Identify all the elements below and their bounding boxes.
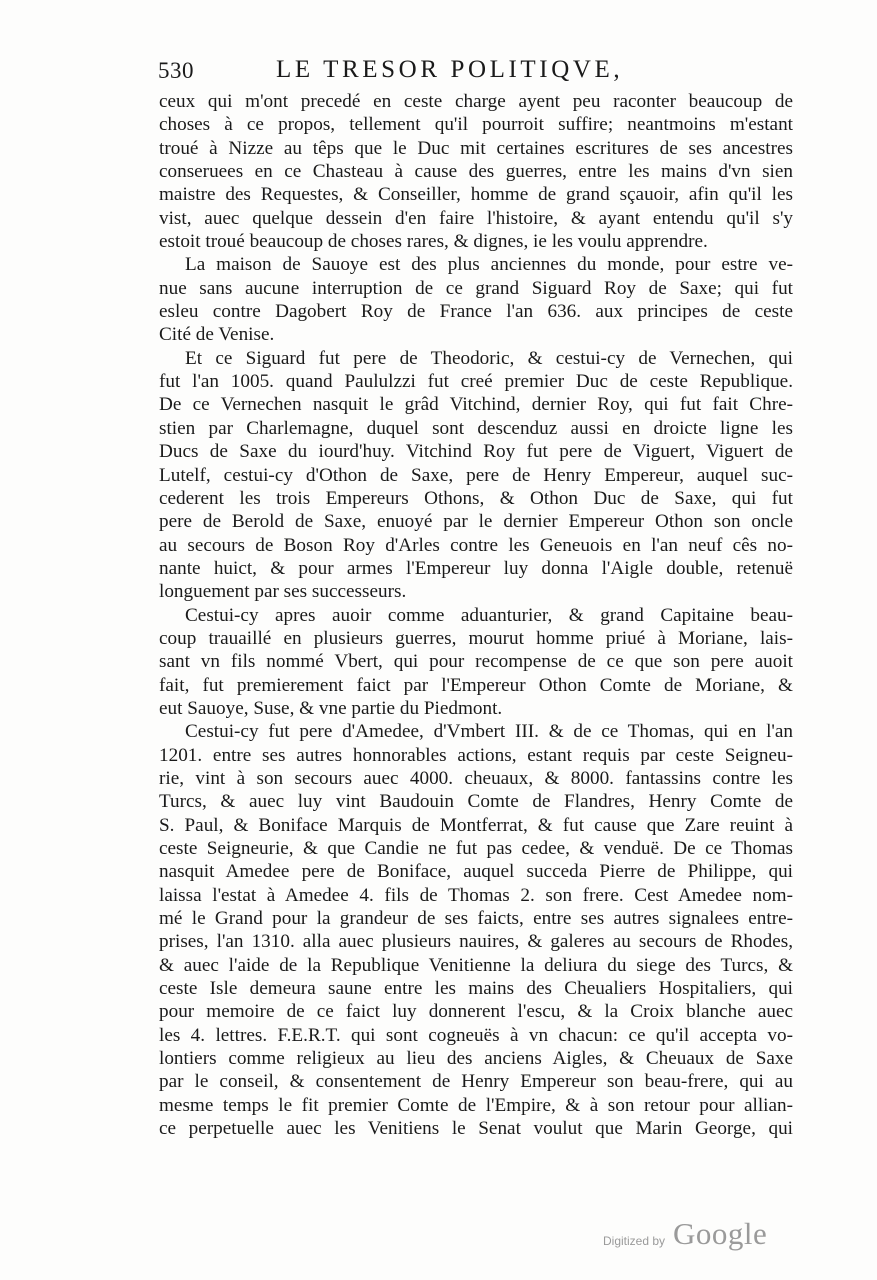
- text-line: ceste Seigneurie, & que Candie ne fut pas cedee, & venduë. De ce Thomas: [159, 838, 793, 859]
- text-line: & auec l'aide de la Republique Venitienne la deliura du siege des Turcs, &: [159, 954, 793, 976]
- text-line: au secours de Boson Roy d'Arles contre les Geneuois en l'an neuf cês no-: [159, 534, 793, 556]
- text-line: par le conseil, & consentement de Henry Empereur son beau-frere, qui au: [159, 1071, 793, 1093]
- text-line: Turcs, & auec luy vint Baudouin Comte de Flandres, Henry Comte de: [159, 791, 793, 813]
- text-line: pere de Berold de Saxe, enuoyé par le dernier Empereur Othon son oncle: [159, 511, 793, 533]
- page-header: [158, 56, 798, 90]
- text-line: prises, l'an 1310. alla auec plusieurs nauires, & galeres au secours de Rhodes,: [159, 931, 793, 953]
- text-line: pour memoire de ce faict luy donnerent l'escu, & la Croix blanche auec: [159, 1001, 793, 1023]
- text-line: conseruees en ce Chasteau à cause des guerres, entre les mains d'vn sien: [159, 161, 793, 183]
- text-line: longuement par ses successeurs.: [159, 581, 407, 603]
- text-line: ce perpetuelle auec les Venitiens le Senat voulut que Marin George, qui: [159, 1118, 793, 1140]
- text-line: maistre des Requestes, & Conseiller, homme de grand sçauoir, afin qu'il les: [159, 184, 793, 206]
- text-line: lontiers comme religieux au lieu des anciens Aigles, & Cheuaux de Saxe: [159, 1048, 793, 1070]
- text-line: ceux qui m'ont precedé en ceste charge ayent peu raconter beaucoup de: [159, 91, 793, 112]
- text-line: estoit troué beaucoup de choses rares, & dignes, ie les voulu apprendre.: [159, 231, 708, 253]
- text-line: nasquit Amedee pere de Boniface, auquel succeda Pierre de Philippe, qui: [159, 861, 793, 883]
- running-title: LE TRESOR POLITIQVE,: [276, 56, 624, 83]
- text-line: Et ce Siguard fut pere de Theodoric, & cestui-cy de Vernechen, qui: [185, 347, 793, 369]
- text-line: mesme temps le fit premier Comte de l'Empire, & à son retour pour allian-: [159, 1094, 793, 1116]
- text-line: De ce Vernechen nasquit le grâd Vitchind, dernier Roy, qui fut fait Chre-: [159, 394, 793, 416]
- text-line: La maison de Sauoye est des plus anciennes du monde, pour estre ve-: [185, 254, 793, 276]
- text-line: Cité de Venise.: [159, 324, 275, 346]
- text-line: les 4. lettres. F.E.R.T. qui sont cogneuës à vn chacun: ce qu'il accepta vo-: [159, 1024, 793, 1046]
- text-line: Lutelf, cestui-cy d'Othon de Saxe, pere de Henry Empereur, auquel suc-: [159, 464, 793, 486]
- text-line: esleu contre Dagobert Roy de France l'an 636. aux principes de ceste: [159, 301, 793, 323]
- text-line: eut Sauoye, Suse, & vne partie du Piedmont.: [159, 697, 503, 719]
- text-line: fut l'an 1005. quand Paululzzi fut creé premier Duc de ceste Republique.: [159, 371, 793, 393]
- watermark-prefix: Digitized by: [603, 1234, 666, 1248]
- text-line: mé le Grand pour la grandeur de ses faicts, entre ses autres signalees entre-: [159, 908, 793, 930]
- text-line: 1201. entre ses autres honnorables actions, estant requis par ceste Seigneu-: [159, 744, 793, 766]
- text-line: laissa l'estat à Amedee 4. fils de Thomas 2. son frere. Cest Amedee nom-: [159, 884, 793, 906]
- text-line: choses à ce propos, tellement qu'il pourroit suffire; neantmoins m'estant: [159, 114, 793, 136]
- text-line: troué à Nizze au têps que le Duc mit certaines escritures de ses ancestres: [159, 137, 793, 159]
- google-logo: Google: [673, 1216, 768, 1251]
- text-line: nante huict, & pour armes l'Empereur luy donna l'Aigle double, retenuë: [159, 557, 793, 579]
- text-line: rie, vint à son secours auec 4000. cheuaux, & 8000. fantassins contre les: [159, 767, 793, 789]
- text-line: sant vn fils nommé Vbert, qui pour recompense de ce que son pere auoit: [159, 651, 793, 673]
- text-line: Cestui-cy fut pere d'Amedee, d'Vmbert III. & de ce Thomas, qui en l'an: [185, 721, 793, 743]
- text-line: S. Paul, & Boniface Marquis de Montferrat, & fut cause que Zare reuint à: [159, 814, 793, 836]
- text-line: coup trauaillé en plusieurs guerres, mourut homme priué à Moriane, lais-: [159, 627, 793, 649]
- text-line: nue sans aucune interruption de ce grand Siguard Roy de Saxe; qui fut: [159, 277, 793, 299]
- text-line: fait, fut premierement faict par l'Empereur Othon Comte de Moriane, &: [159, 674, 793, 696]
- page-number: 530: [158, 58, 194, 83]
- text-line: vist, auec quelque dessein d'en faire l'histoire, & ayant entendu qu'il s'y: [159, 207, 793, 229]
- text-line: Cestui-cy apres auoir comme aduanturier, & grand Capitaine beau-: [185, 604, 793, 626]
- body-text: [159, 90, 793, 1140]
- text-line: cederent les trois Empereurs Othons, & Othon Duc de Saxe, qui fut: [159, 487, 793, 509]
- text-line: ceste Isle demeura saune entre les mains des Cheualiers Hospitaliers, qui: [159, 978, 793, 1000]
- text-line: stien par Charlemagne, duquel sont descenduz aussi en droicte ligne les: [159, 417, 793, 439]
- google-watermark: [603, 1218, 803, 1258]
- text-line: Ducs de Saxe du iourd'huy. Vitchind Roy fut pere de Viguert, Viguert de: [159, 441, 793, 463]
